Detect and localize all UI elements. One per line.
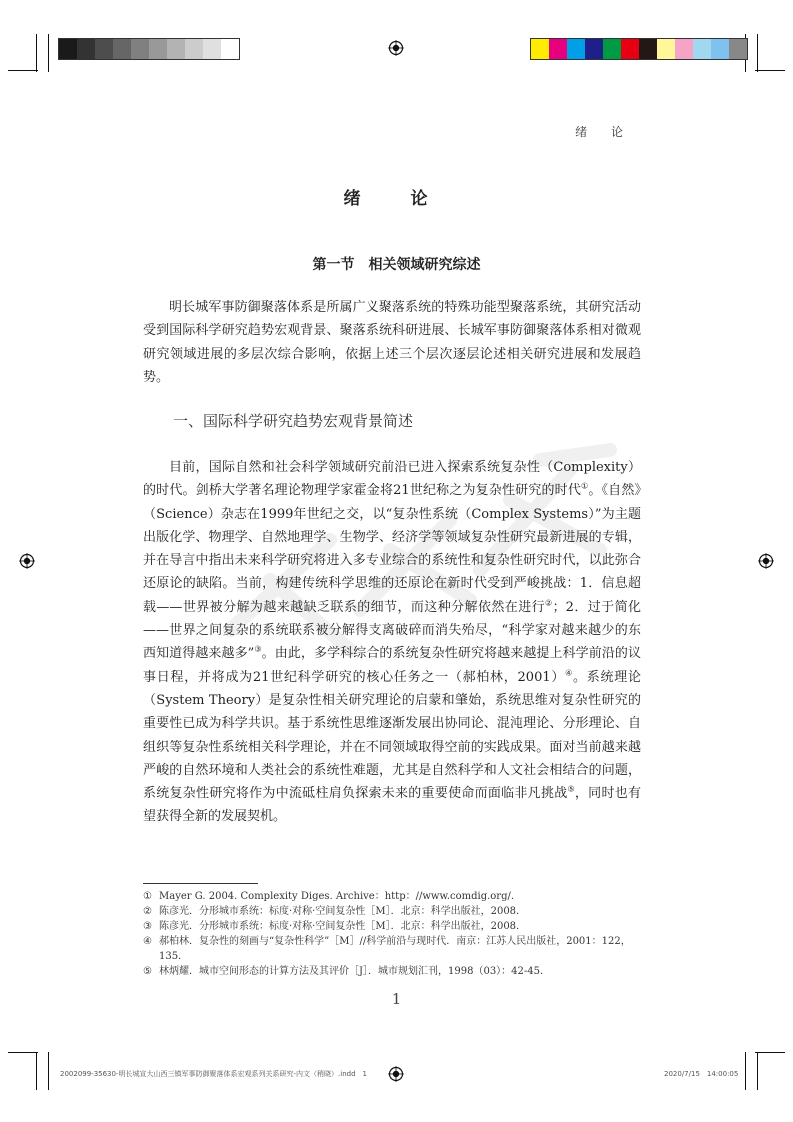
running-header: 绪 论 xyxy=(575,125,633,139)
paragraph-text: 目前，国际自然和社会科学领域研究前沿已进入探索系统复杂性（Complexity）的时代。剑桥大学著名理论物理学家霍金将21世纪称之为复杂性研究的时代 xyxy=(143,460,641,499)
footnote-text: 郝柏林．复杂性的刻画与“复杂性科学”［M］//科学前沿与现时代．南京：江苏人民出版社，2001：122，135． xyxy=(159,936,631,962)
main-paragraph xyxy=(143,456,641,829)
calibration-swatch xyxy=(675,39,693,59)
calibration-swatch xyxy=(221,39,239,59)
calibration-swatch xyxy=(149,39,167,59)
footnote-mark: ① xyxy=(143,891,152,902)
footnote-item xyxy=(143,889,641,904)
paragraph-text: 。《自然》（Science）杂志在1999年世纪之交，以“复杂性系统（Complex Systems）”为主题出版化学、物理学、自然地理学、生物学、经济学等领域复杂性研究最新进展的专辑，并在导言中指出未来科学研究将进入多专业综合的系统性和复杂性研究时代，以此弥合还原论的缺陷。当前，构建传统科学思维的还原论在新时代受到严峻挑战：1．信息超载——世界被分解为越来越缺乏联系的细节，而这种分解依然在进行 xyxy=(143,483,641,615)
calibration-swatch xyxy=(203,39,221,59)
paragraph-text: ，同时也有望获得全新的发展契机。 xyxy=(143,786,641,825)
calibration-swatch xyxy=(585,39,603,59)
calibration-swatch xyxy=(113,39,131,59)
footnote-item xyxy=(143,919,641,934)
footnote-text: 陈彦光．分形城市系统：标度·对称·空间复杂性［M］．北京：科学出版社，2008． xyxy=(159,921,527,932)
calibration-swatch xyxy=(131,39,149,59)
footnote-ref[interactable]: ① xyxy=(580,481,589,491)
paragraph-text: 。由此，多学科综合的系统复杂性研究将越来越提上科学前沿的议事日程，并将成为21世纪科学研究的核心任务之一（郝柏林，2001） xyxy=(143,646,641,685)
crop-mark-bottom-right-v2 xyxy=(757,1052,758,1090)
crop-mark-bottom-right-h xyxy=(755,1052,785,1053)
footnote-item xyxy=(143,904,641,919)
footnote-ref[interactable]: ⑤ xyxy=(567,784,575,794)
footnote-ref[interactable]: ② xyxy=(545,598,553,608)
footnote-mark: ③ xyxy=(143,921,152,932)
registration-mark-left-icon xyxy=(19,553,35,569)
paragraph-text: 。系统理论（System Theory）是复杂性相关研究理论的启蒙和肇始，系统思维对复杂性研究的重要性已成为科学共识。基于系统性思维逐渐发展出协同论、混沌理论、分形理论、自组织等复杂性系统相关科学理论，并在不同领域取得空前的实践成果。面对当前越来越严峻的自然环境和人类社会的系统性难题，尤其是自然科学和人文社会相结合的问题，系统复杂性研究将作为中流砥柱肩负探索未来的重要使命而面临非凡挑战 xyxy=(143,669,641,802)
calibration-swatch xyxy=(603,39,621,59)
crop-mark-top-right-h xyxy=(755,70,785,71)
chapter-title: 绪 论 xyxy=(343,189,450,209)
crop-mark-top-left-h xyxy=(8,70,38,71)
color-calibration-bar xyxy=(530,38,748,60)
calibration-swatch xyxy=(95,39,113,59)
footnote-ref[interactable]: ④ xyxy=(565,668,574,678)
calibration-swatch xyxy=(185,39,203,59)
grayscale-calibration-bar xyxy=(58,38,240,60)
registration-mark-right-icon xyxy=(758,553,774,569)
paragraph-text: ；2．过于简化——世界之间复杂的系统联系被分解得支离破碎而消失殆尽，“科学家对越来越少的东西知道得越来越多” xyxy=(143,599,641,662)
calibration-swatch xyxy=(167,39,185,59)
footnote-text: 陈彦光．分形城市系统：标度·对称·空间复杂性［M］．北京：科学出版社，2008． xyxy=(159,906,527,917)
crop-mark-top-left-v2 xyxy=(48,34,49,72)
intro-paragraph: 明长城军事防御聚落体系是所属广义聚落系统的特殊功能型聚落系统，其研究活动受到国际科学研究趋势宏观背景、聚落系统科研进展、长城军事防御聚落体系相对微观研究领域进展的多层次综合影响，依据上述三个层次逐层论述相关研究进展和发展趋势。 xyxy=(143,300,641,385)
crop-mark-top-left-v xyxy=(36,34,37,72)
footnote-mark: ⑤ xyxy=(143,966,152,977)
section-title: 第一节 相关领域研究综述 xyxy=(312,257,481,273)
slug-filename: 2002099-35630-明长城宣大山西三镇军事防御聚落体系宏观系列关系研究-内文（稍晓）.indd 1 xyxy=(60,1070,367,1078)
crop-mark-bottom-left-v xyxy=(36,1052,37,1090)
calibration-swatch xyxy=(639,39,657,59)
footnote-mark: ④ xyxy=(143,936,152,947)
crop-mark-bottom-left-v2 xyxy=(48,1052,49,1090)
footnote-text: 林炳耀．城市空间形态的计算方法及其评价［J］．城市规划汇刊，1998（03）：42-45． xyxy=(159,966,551,977)
footnote-ref[interactable]: ③ xyxy=(254,645,262,655)
calibration-swatch xyxy=(59,39,77,59)
calibration-swatch xyxy=(549,39,567,59)
crop-mark-bottom-right-v xyxy=(745,1052,746,1090)
calibration-swatch xyxy=(621,39,639,59)
registration-mark-bottom-icon xyxy=(388,1066,404,1082)
calibration-swatch xyxy=(77,39,95,59)
footnote-item xyxy=(143,964,641,979)
calibration-swatch xyxy=(657,39,675,59)
footnote-divider xyxy=(143,883,258,884)
footnotes xyxy=(143,889,641,979)
crop-mark-top-right-v2 xyxy=(757,34,758,72)
footnote-mark: ② xyxy=(143,906,152,917)
calibration-swatch xyxy=(531,39,549,59)
registration-mark-top-icon xyxy=(388,40,404,56)
calibration-swatch xyxy=(567,39,585,59)
calibration-swatch xyxy=(729,39,747,59)
page-number: 1 xyxy=(391,990,402,1008)
subsection-heading: 一、国际科学研究趋势宏观背景简述 xyxy=(173,412,414,430)
calibration-swatch xyxy=(711,39,729,59)
calibration-swatch xyxy=(693,39,711,59)
footnote-text: Mayer G. 2004. Complexity Diges. Archive：http：//www.comdig.org/. xyxy=(159,891,515,902)
footnote-item xyxy=(143,934,641,964)
slug-timestamp: 2020/7/15 14:00:05 xyxy=(664,1070,739,1078)
crop-mark-bottom-left-h xyxy=(8,1052,38,1053)
